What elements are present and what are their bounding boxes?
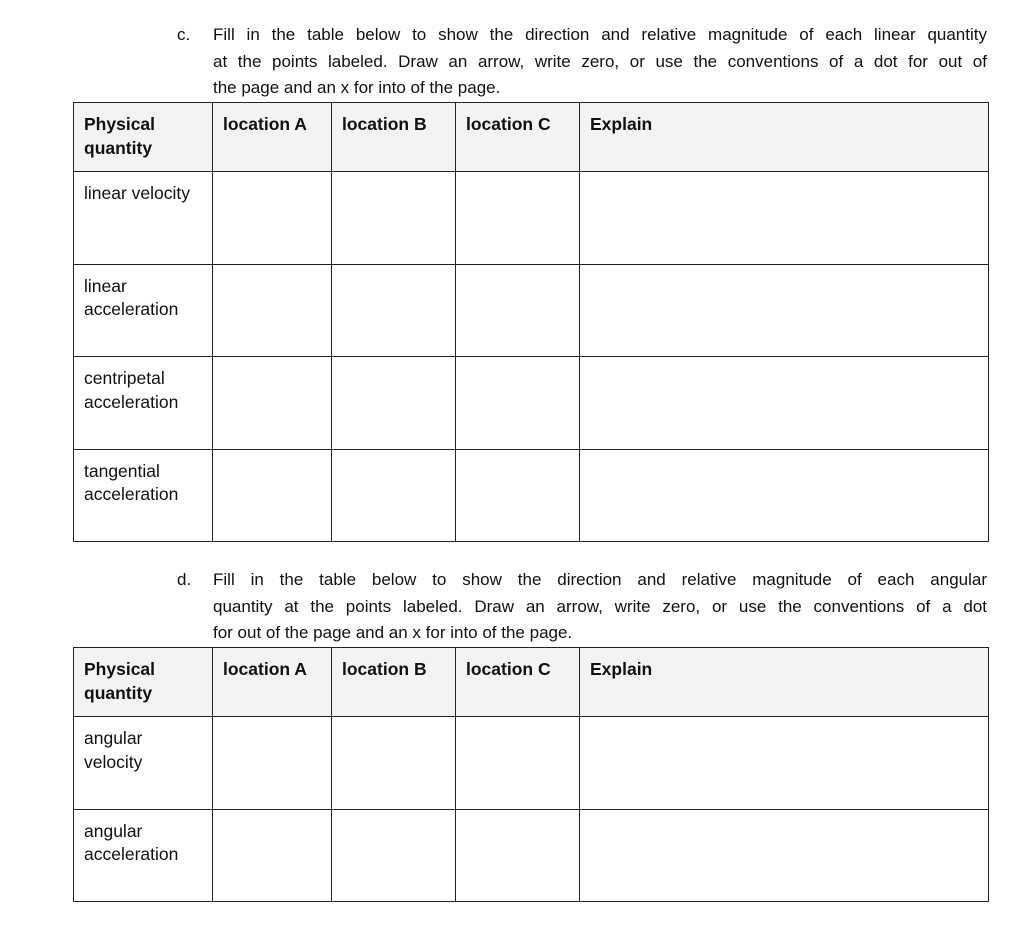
- header-location-c: location C: [456, 103, 580, 172]
- answer-cell[interactable]: [456, 357, 580, 450]
- explain-cell[interactable]: [580, 717, 989, 810]
- instruction-line: quantity at the points labeled. Draw an arrow, write zero, or use the conventions of a dot: [213, 596, 987, 616]
- row-label: angular acceleration: [74, 809, 213, 902]
- instruction-line: at the points labeled. Draw an arrow, write zero, or use the conventions of a dot for out of: [213, 51, 987, 71]
- row-label: linear velocity: [74, 172, 213, 265]
- table-header-row: [74, 648, 989, 717]
- header-physical-quantity: Physical quantity: [74, 103, 213, 172]
- row-label: angular velocity: [74, 717, 213, 810]
- answer-cell[interactable]: [332, 172, 456, 265]
- table-row: [74, 717, 989, 810]
- instruction-line: the page and an x for into of the page.: [213, 78, 501, 97]
- answer-cell[interactable]: [332, 449, 456, 542]
- row-label: centripetal acceleration: [74, 357, 213, 450]
- header-location-b: location B: [332, 103, 456, 172]
- answer-cell[interactable]: [332, 357, 456, 450]
- table-header-row: [74, 103, 989, 172]
- table-row: [74, 449, 989, 542]
- header-explain: Explain: [580, 103, 989, 172]
- section-d-marker: d.: [177, 570, 192, 589]
- table-row: [74, 172, 989, 265]
- header-location-b: location B: [332, 648, 456, 717]
- answer-cell[interactable]: [332, 717, 456, 810]
- linear-quantities-table: [73, 102, 989, 542]
- answer-cell[interactable]: [213, 357, 332, 450]
- answer-cell[interactable]: [213, 172, 332, 265]
- answer-cell[interactable]: [213, 717, 332, 810]
- header-location-a: location A: [213, 648, 332, 717]
- table-row: [74, 264, 989, 357]
- explain-cell[interactable]: [580, 172, 989, 265]
- answer-cell[interactable]: [213, 449, 332, 542]
- explain-cell[interactable]: [580, 449, 989, 542]
- answer-cell[interactable]: [456, 264, 580, 357]
- table-row: [74, 357, 989, 450]
- instruction-line: for out of the page and an x for into of the page.: [213, 623, 573, 642]
- table-row: [74, 809, 989, 902]
- answer-cell[interactable]: [456, 717, 580, 810]
- header-location-c: location C: [456, 648, 580, 717]
- answer-cell[interactable]: [456, 172, 580, 265]
- row-label: linear acceleration: [74, 264, 213, 357]
- header-physical-quantity: Physical quantity: [74, 648, 213, 717]
- section-c-instructions: [213, 22, 987, 102]
- answer-cell[interactable]: [213, 264, 332, 357]
- instruction-line: Fill in the table below to show the direction and relative magnitude of each angular: [213, 570, 987, 589]
- answer-cell[interactable]: [332, 264, 456, 357]
- header-explain: Explain: [580, 648, 989, 717]
- answer-cell[interactable]: [213, 809, 332, 902]
- explain-cell[interactable]: [580, 264, 989, 357]
- section-c-marker: c.: [177, 25, 191, 44]
- answer-cell[interactable]: [456, 809, 580, 902]
- angular-quantities-table: [73, 647, 989, 902]
- answer-cell[interactable]: [456, 449, 580, 542]
- instruction-line: Fill in the table below to show the direction and relative magnitude of each linear quantity: [213, 25, 987, 44]
- row-label: tangential acceleration: [74, 449, 213, 542]
- explain-cell[interactable]: [580, 809, 989, 902]
- section-d-instructions: [213, 567, 987, 647]
- header-location-a: location A: [213, 103, 332, 172]
- explain-cell[interactable]: [580, 357, 989, 450]
- answer-cell[interactable]: [332, 809, 456, 902]
